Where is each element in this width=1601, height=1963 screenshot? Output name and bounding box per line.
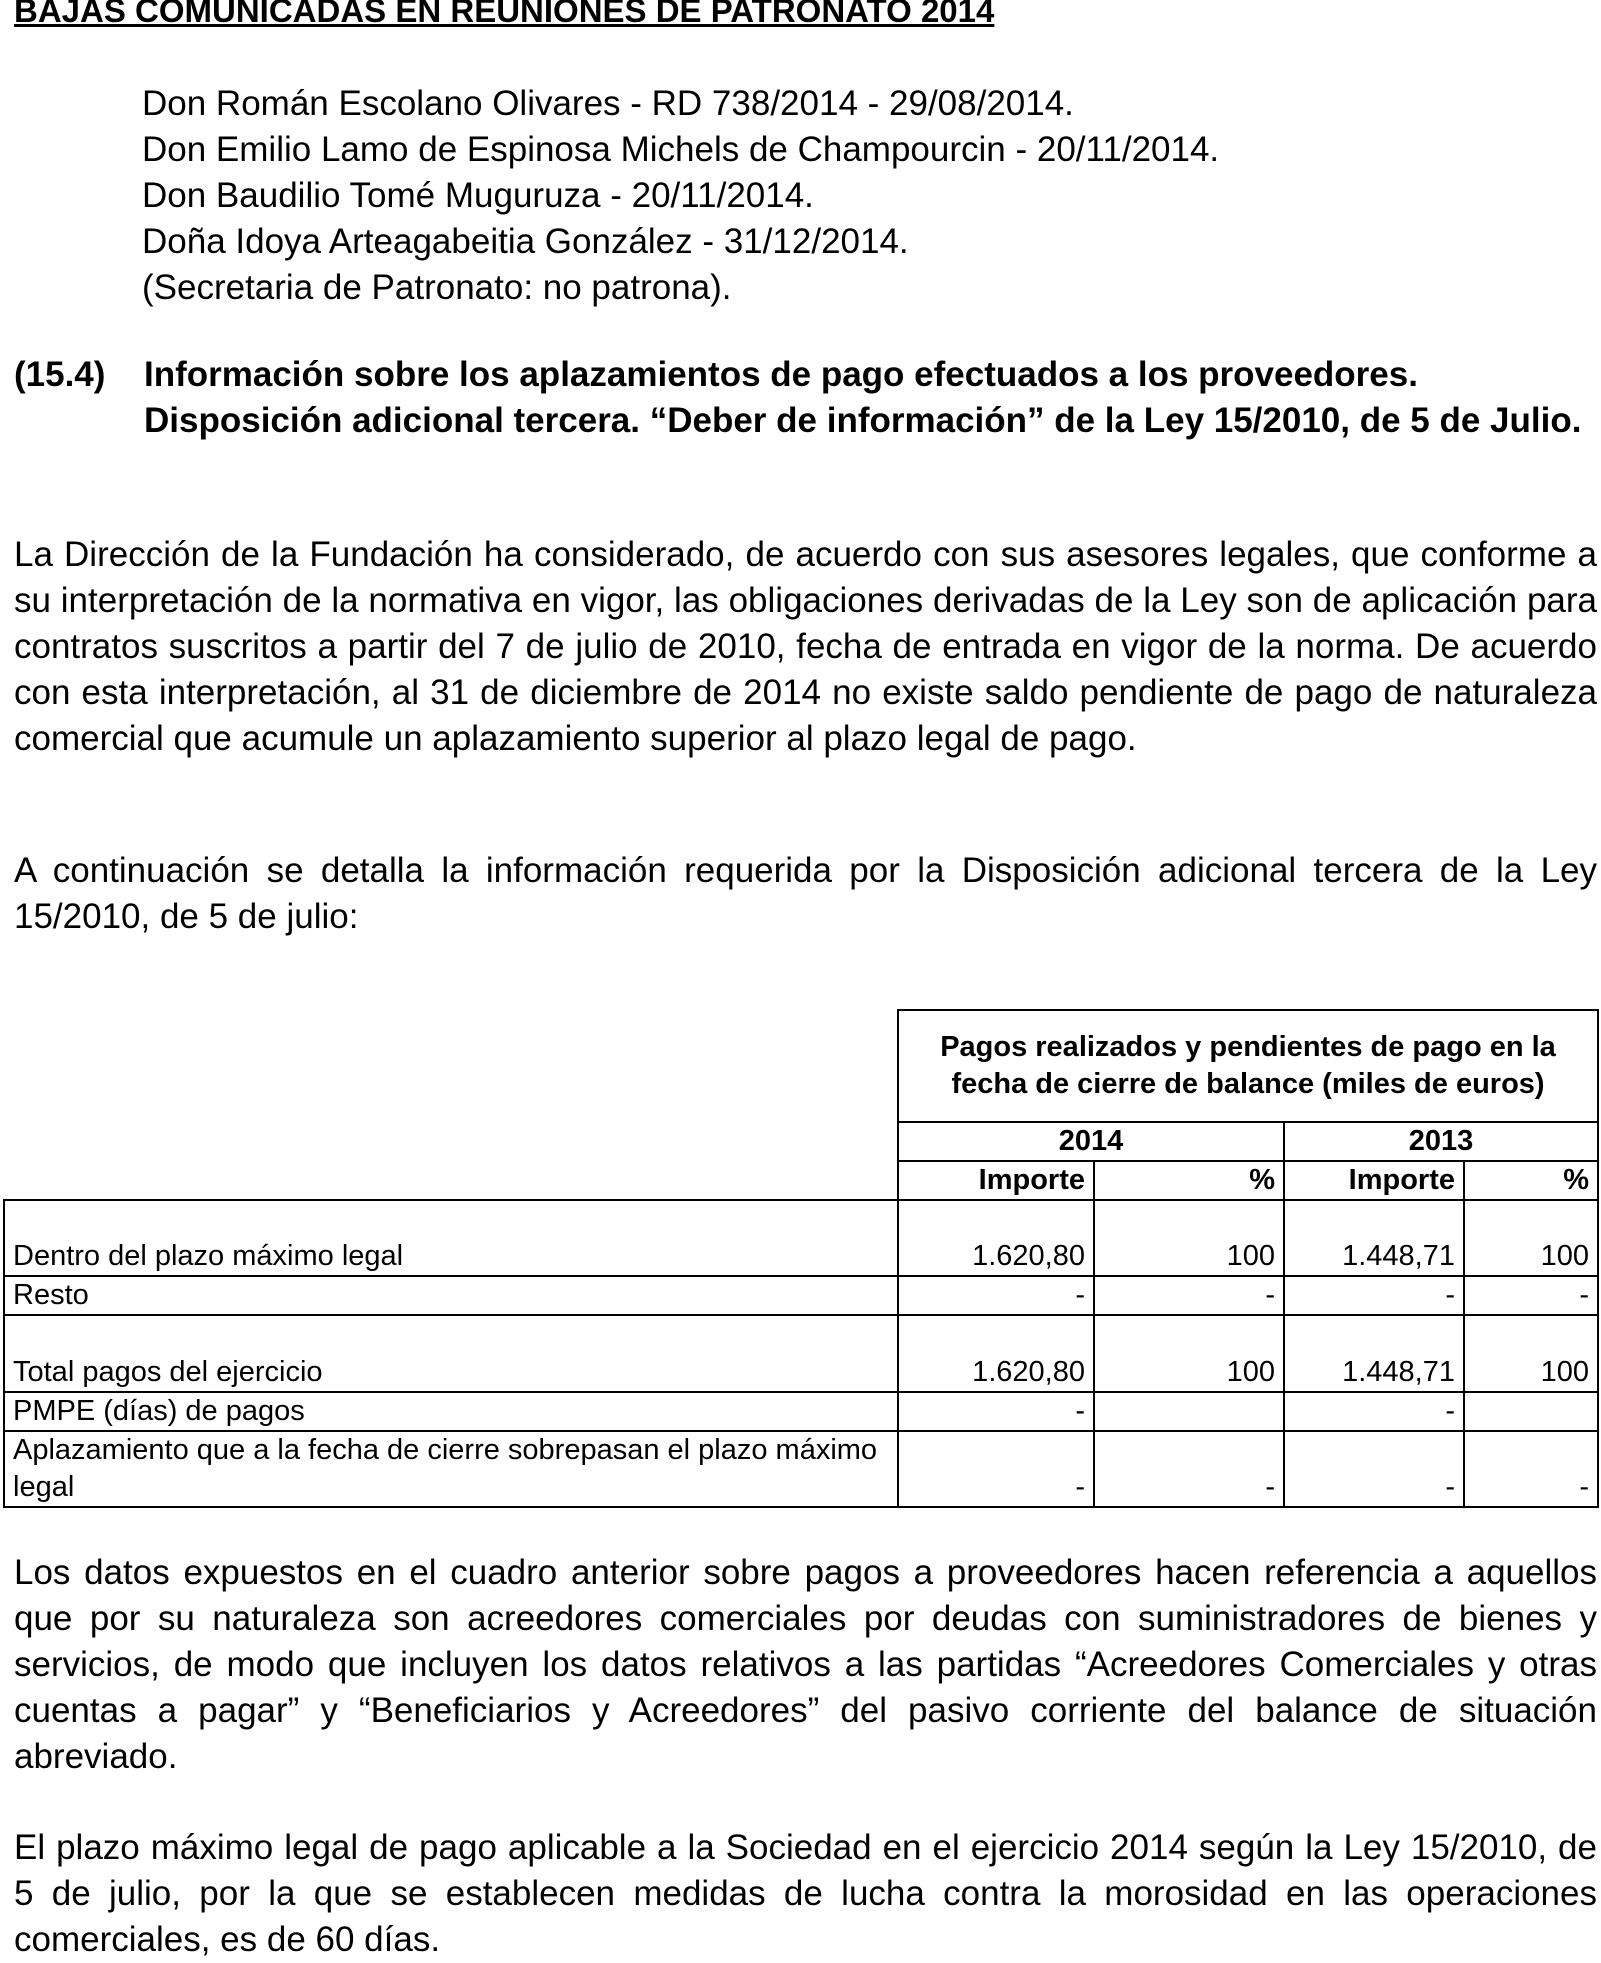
cell-value: - bbox=[1094, 1431, 1284, 1507]
list-item: (Secretaria de Patronato: no patrona). bbox=[142, 268, 732, 307]
cell-value: 100 bbox=[1094, 1315, 1284, 1392]
table-row bbox=[4, 1315, 1598, 1392]
table-col-header: % bbox=[1464, 1161, 1598, 1200]
cell-value: 1.620,80 bbox=[898, 1315, 1094, 1392]
table-row bbox=[4, 1392, 1598, 1431]
cell-value: - bbox=[1284, 1392, 1464, 1431]
row-label: Resto bbox=[4, 1276, 898, 1315]
table-row bbox=[4, 1431, 1598, 1507]
row-label: Dentro del plazo máximo legal bbox=[4, 1200, 898, 1276]
cell-value: 1.620,80 bbox=[898, 1200, 1094, 1276]
table-col-header: Importe bbox=[898, 1161, 1094, 1200]
cell-value: - bbox=[1094, 1276, 1284, 1315]
cell-value: - bbox=[898, 1276, 1094, 1315]
table-year-2013: 2013 bbox=[1284, 1122, 1598, 1161]
cell-value: - bbox=[1284, 1431, 1464, 1507]
cell-value: - bbox=[898, 1431, 1094, 1507]
cell-value: 1.448,71 bbox=[1284, 1315, 1464, 1392]
table-empty-corner bbox=[4, 1161, 898, 1200]
row-label: PMPE (días) de pagos bbox=[4, 1392, 898, 1431]
list-item: Don Emilio Lamo de Espinosa Michels de Champourcin - 20/11/2014. bbox=[142, 130, 1220, 169]
paragraph-data-explanation: Los datos expuestos en el cuadro anterior sobre pagos a proveedores hacen referencia a aquellos que por su naturaleza son acreedores comerciales por deudas con suministradores de bienes y servicios, de modo que incluyen los datos relativos a las partidas “Acreedores Comerciales y otras cuentas a pagar” y “Beneficiarios y Acreedores” del pasivo corriente del balance de situación abreviado. bbox=[14, 1553, 1597, 1776]
cell-value: - bbox=[1284, 1276, 1464, 1315]
bajas-list bbox=[142, 81, 1219, 311]
table-row bbox=[4, 1276, 1598, 1315]
table-col-header: % bbox=[1094, 1161, 1284, 1200]
cell-value: 1.448,71 bbox=[1284, 1200, 1464, 1276]
section-number: (15.4) bbox=[14, 355, 106, 394]
row-label: Total pagos del ejercicio bbox=[4, 1315, 898, 1392]
table-year-2014: 2014 bbox=[898, 1122, 1284, 1161]
list-item: Don Román Escolano Olivares - RD 738/2014 - 29/08/2014. bbox=[142, 84, 1074, 123]
cell-value: - bbox=[1464, 1276, 1598, 1315]
row-label: Aplazamiento que a la fecha de cierre sobrepasan el plazo máximo legal bbox=[4, 1431, 898, 1507]
cell-value bbox=[1464, 1392, 1598, 1431]
table-col-header: Importe bbox=[1284, 1161, 1464, 1200]
cell-value: - bbox=[1464, 1431, 1598, 1507]
payments-table bbox=[3, 1009, 1599, 1508]
cell-value: 100 bbox=[1464, 1200, 1598, 1276]
paragraph-interpretation: La Dirección de la Fundación ha considerado, de acuerdo con sus asesores legales, que conforme a su interpretación de la normativa en vigor, las obligaciones derivadas de la Ley son de aplicación para contratos suscritos a partir del 7 de julio de 2010, fecha de entrada en vigor de la norma. De acuerdo con esta interpretación, al 31 de diciembre de 2014 no existe saldo pendiente de pago de naturaleza comercial que acumule un aplazamiento superior al plazo legal de pago. bbox=[14, 535, 1597, 758]
paragraph-intro-table: A continuación se detalla la información requerida por la Disposición adicional tercera de la Ley 15/2010, de 5 de julio: bbox=[14, 851, 1597, 936]
cell-value: - bbox=[898, 1392, 1094, 1431]
table-header-title: Pagos realizados y pendientes de pago en la fecha de cierre de balance (miles de euros) bbox=[898, 1010, 1598, 1122]
table-row bbox=[4, 1200, 1598, 1276]
list-item: Doña Idoya Arteagabeitia González - 31/12/2014. bbox=[142, 222, 909, 261]
cell-value: 100 bbox=[1464, 1315, 1598, 1392]
section-title: Información sobre los aplazamientos de pago efectuados a los proveedores. Disposición adicional tercera. “Deber de información” de la Ley 15/2010, de 5 de Julio. bbox=[144, 355, 1582, 440]
cell-value bbox=[1094, 1392, 1284, 1431]
table-empty-corner bbox=[4, 1122, 898, 1161]
table-empty-corner bbox=[4, 1010, 898, 1122]
cell-value: 100 bbox=[1094, 1200, 1284, 1276]
page-title: BAJAS COMUNICADAS EN REUNIONES DE PATRONATO 2014 bbox=[14, 0, 995, 29]
paragraph-legal-term: El plazo máximo legal de pago aplicable a la Sociedad en el ejercicio 2014 según la Ley 15/2010, de 5 de julio, por la que se establecen medidas de lucha contra la morosidad en las operaciones comerciales, es de 60 días. bbox=[14, 1828, 1597, 1959]
list-item: Don Baudilio Tomé Muguruza - 20/11/2014. bbox=[142, 176, 814, 215]
